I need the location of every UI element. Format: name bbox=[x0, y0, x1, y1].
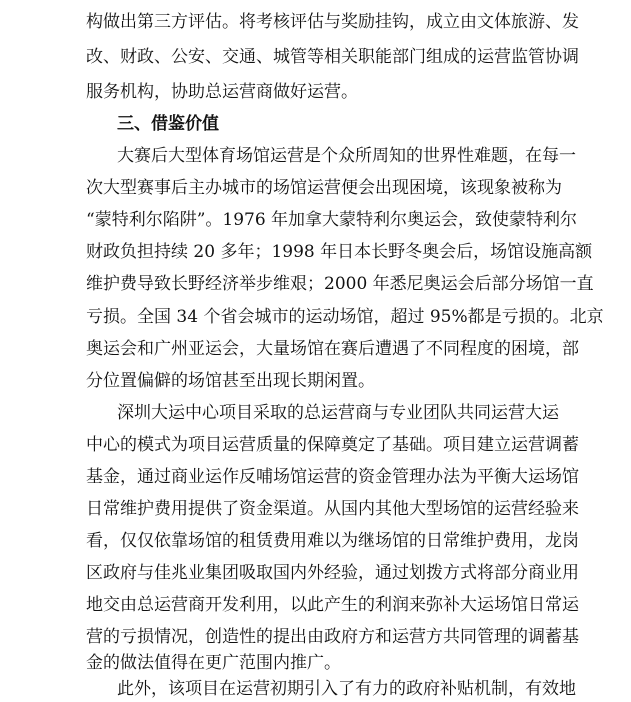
paragraph-1-line-5: 维护费导致长野经济举步维艰；2000 年悉尼奥运会后部分场馆一直 bbox=[86, 274, 594, 294]
paragraph-1-line-4: 财政负担持续 20 多年；1998 年日本长野冬奥会后，场馆设施高额 bbox=[86, 242, 593, 262]
paragraph-2-line-1: 深圳大运中心项目采取的总运营商与专业团队共同运营大运 bbox=[117, 403, 559, 423]
paragraph-2-line-6: 区政府与佳兆业集团吸取国内外经验，通过划拨方式将部分商业用 bbox=[86, 563, 579, 583]
paragraph-2-line-8: 营的亏损情况，创造性的提出由政府方和运营方共同管理的调蓄基 bbox=[86, 627, 579, 647]
paragraph-2-line-9: 金的做法值得在更广范围内推广。 bbox=[86, 653, 341, 673]
paragraph-1-line-3: “蒙特利尔陷阱”。1976 年加拿大蒙特利尔奥运会，致使蒙特利尔 bbox=[86, 210, 578, 230]
section-heading: 三、借鉴价值 bbox=[117, 114, 219, 134]
intro-line-1: 构做出第三方评估。将考核评估与奖励挂钩，成立由文体旅游、发 bbox=[86, 12, 579, 32]
paragraph-2-line-4: 日常维护费用提供了资金渠道。从国内其他大型场馆的运营经验来 bbox=[86, 499, 579, 519]
paragraph-1-line-6: 亏损。全国 34 个省会城市的运动场馆，超过 95%都是亏损的。北京 bbox=[86, 307, 604, 327]
paragraph-1-line-1: 大赛后大型体育场馆运营是个众所周知的世界性难题，在每一 bbox=[117, 146, 576, 166]
intro-line-2: 改、财政、公安、交通、城管等相关职能部门组成的运营监管协调 bbox=[86, 47, 579, 67]
paragraph-2-line-2: 中心的模式为项目运营质量的保障奠定了基础。项目建立运营调蓄 bbox=[86, 435, 579, 455]
paragraph-2-line-3: 基金，通过商业运作反哺场馆运营的资金管理办法为平衡大运场馆 bbox=[86, 467, 579, 487]
paragraph-1-line-7: 奥运会和广州亚运会，大量场馆在赛后遭遇了不同程度的困境，部 bbox=[86, 339, 579, 359]
paragraph-2-line-5: 看，仅仅依靠场馆的租赁费用难以为继场馆的日常维护费用，龙岗 bbox=[86, 531, 579, 551]
paragraph-2-line-7: 地交由总运营商开发利用，以此产生的利润来弥补大运场馆日常运 bbox=[86, 595, 579, 615]
paragraph-3-line-1: 此外，该项目在运营初期引入了有力的政府补贴机制，有效地 bbox=[117, 679, 576, 699]
paragraph-1-line-2: 次大型赛事后主办城市的场馆运营便会出现困境，该现象被称为 bbox=[86, 178, 562, 198]
paragraph-1-line-8: 分位置偏僻的场馆甚至出现长期闲置。 bbox=[86, 371, 375, 391]
intro-line-3: 服务机构，协助总运营商做好运营。 bbox=[86, 82, 358, 102]
